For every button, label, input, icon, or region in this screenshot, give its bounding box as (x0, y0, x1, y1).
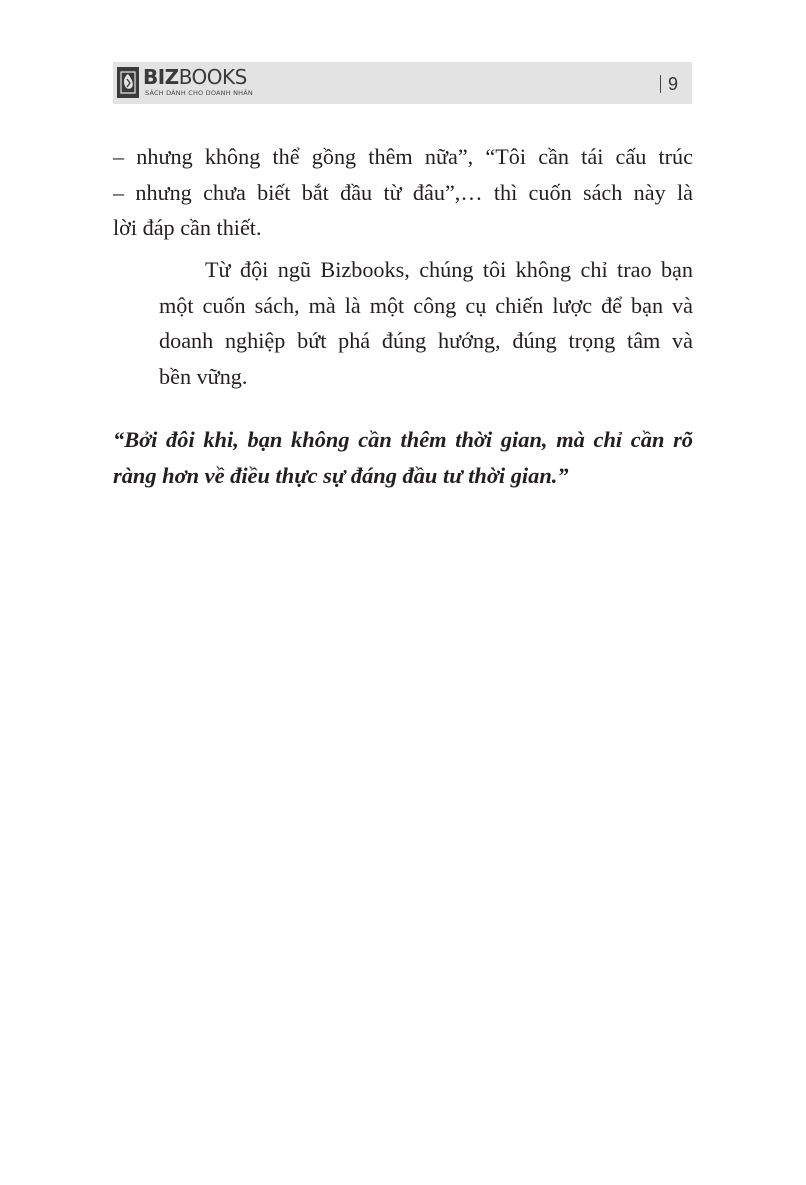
paragraph-1-line: – nhưng chưa biết bắt đầu từ đâu”,… thì cuốn sách này là (113, 179, 693, 205)
page-number-value: 9 (668, 74, 679, 94)
paragraph-1-line: – nhưng không thể gồng thêm nữa”, “Tôi cần tái cấu trúc (113, 144, 693, 169)
closing-quote (113, 422, 693, 494)
paragraph-2-line: bền vững. (159, 363, 248, 389)
brand-name-light: BOOKS (178, 65, 247, 89)
closing-quote-line: “Bởi đôi khi, bạn không cần thêm thời gian, mà chỉ cần rõ (113, 427, 693, 452)
bizbooks-logo (115, 64, 253, 102)
paragraph-2-line: Từ đội ngũ Bizbooks, chúng tôi không chỉ trao bạn (205, 257, 693, 282)
paragraph-2-line: doanh nghiệp bứt phá đúng hướng, đúng trọng tâm và (159, 328, 693, 353)
brand-tagline: SÁCH DÀNH CHO DOANH NHÂN (145, 89, 253, 97)
page-number-divider (660, 75, 661, 93)
paragraph-1 (113, 139, 693, 246)
bizbooks-logo-icon (117, 67, 139, 98)
paragraph-2 (113, 252, 693, 394)
brand-name (143, 66, 247, 88)
page-number (660, 73, 678, 95)
paragraph-1-line: lời đáp cần thiết. (113, 215, 262, 240)
brand-name-bold: BIZ (143, 65, 179, 89)
closing-quote-line: ràng hơn về điều thực sự đáng đầu tư thời gian.” (113, 463, 569, 488)
paragraph-2-line: một cuốn sách, mà là một công cụ chiến lược để bạn và (159, 292, 693, 318)
